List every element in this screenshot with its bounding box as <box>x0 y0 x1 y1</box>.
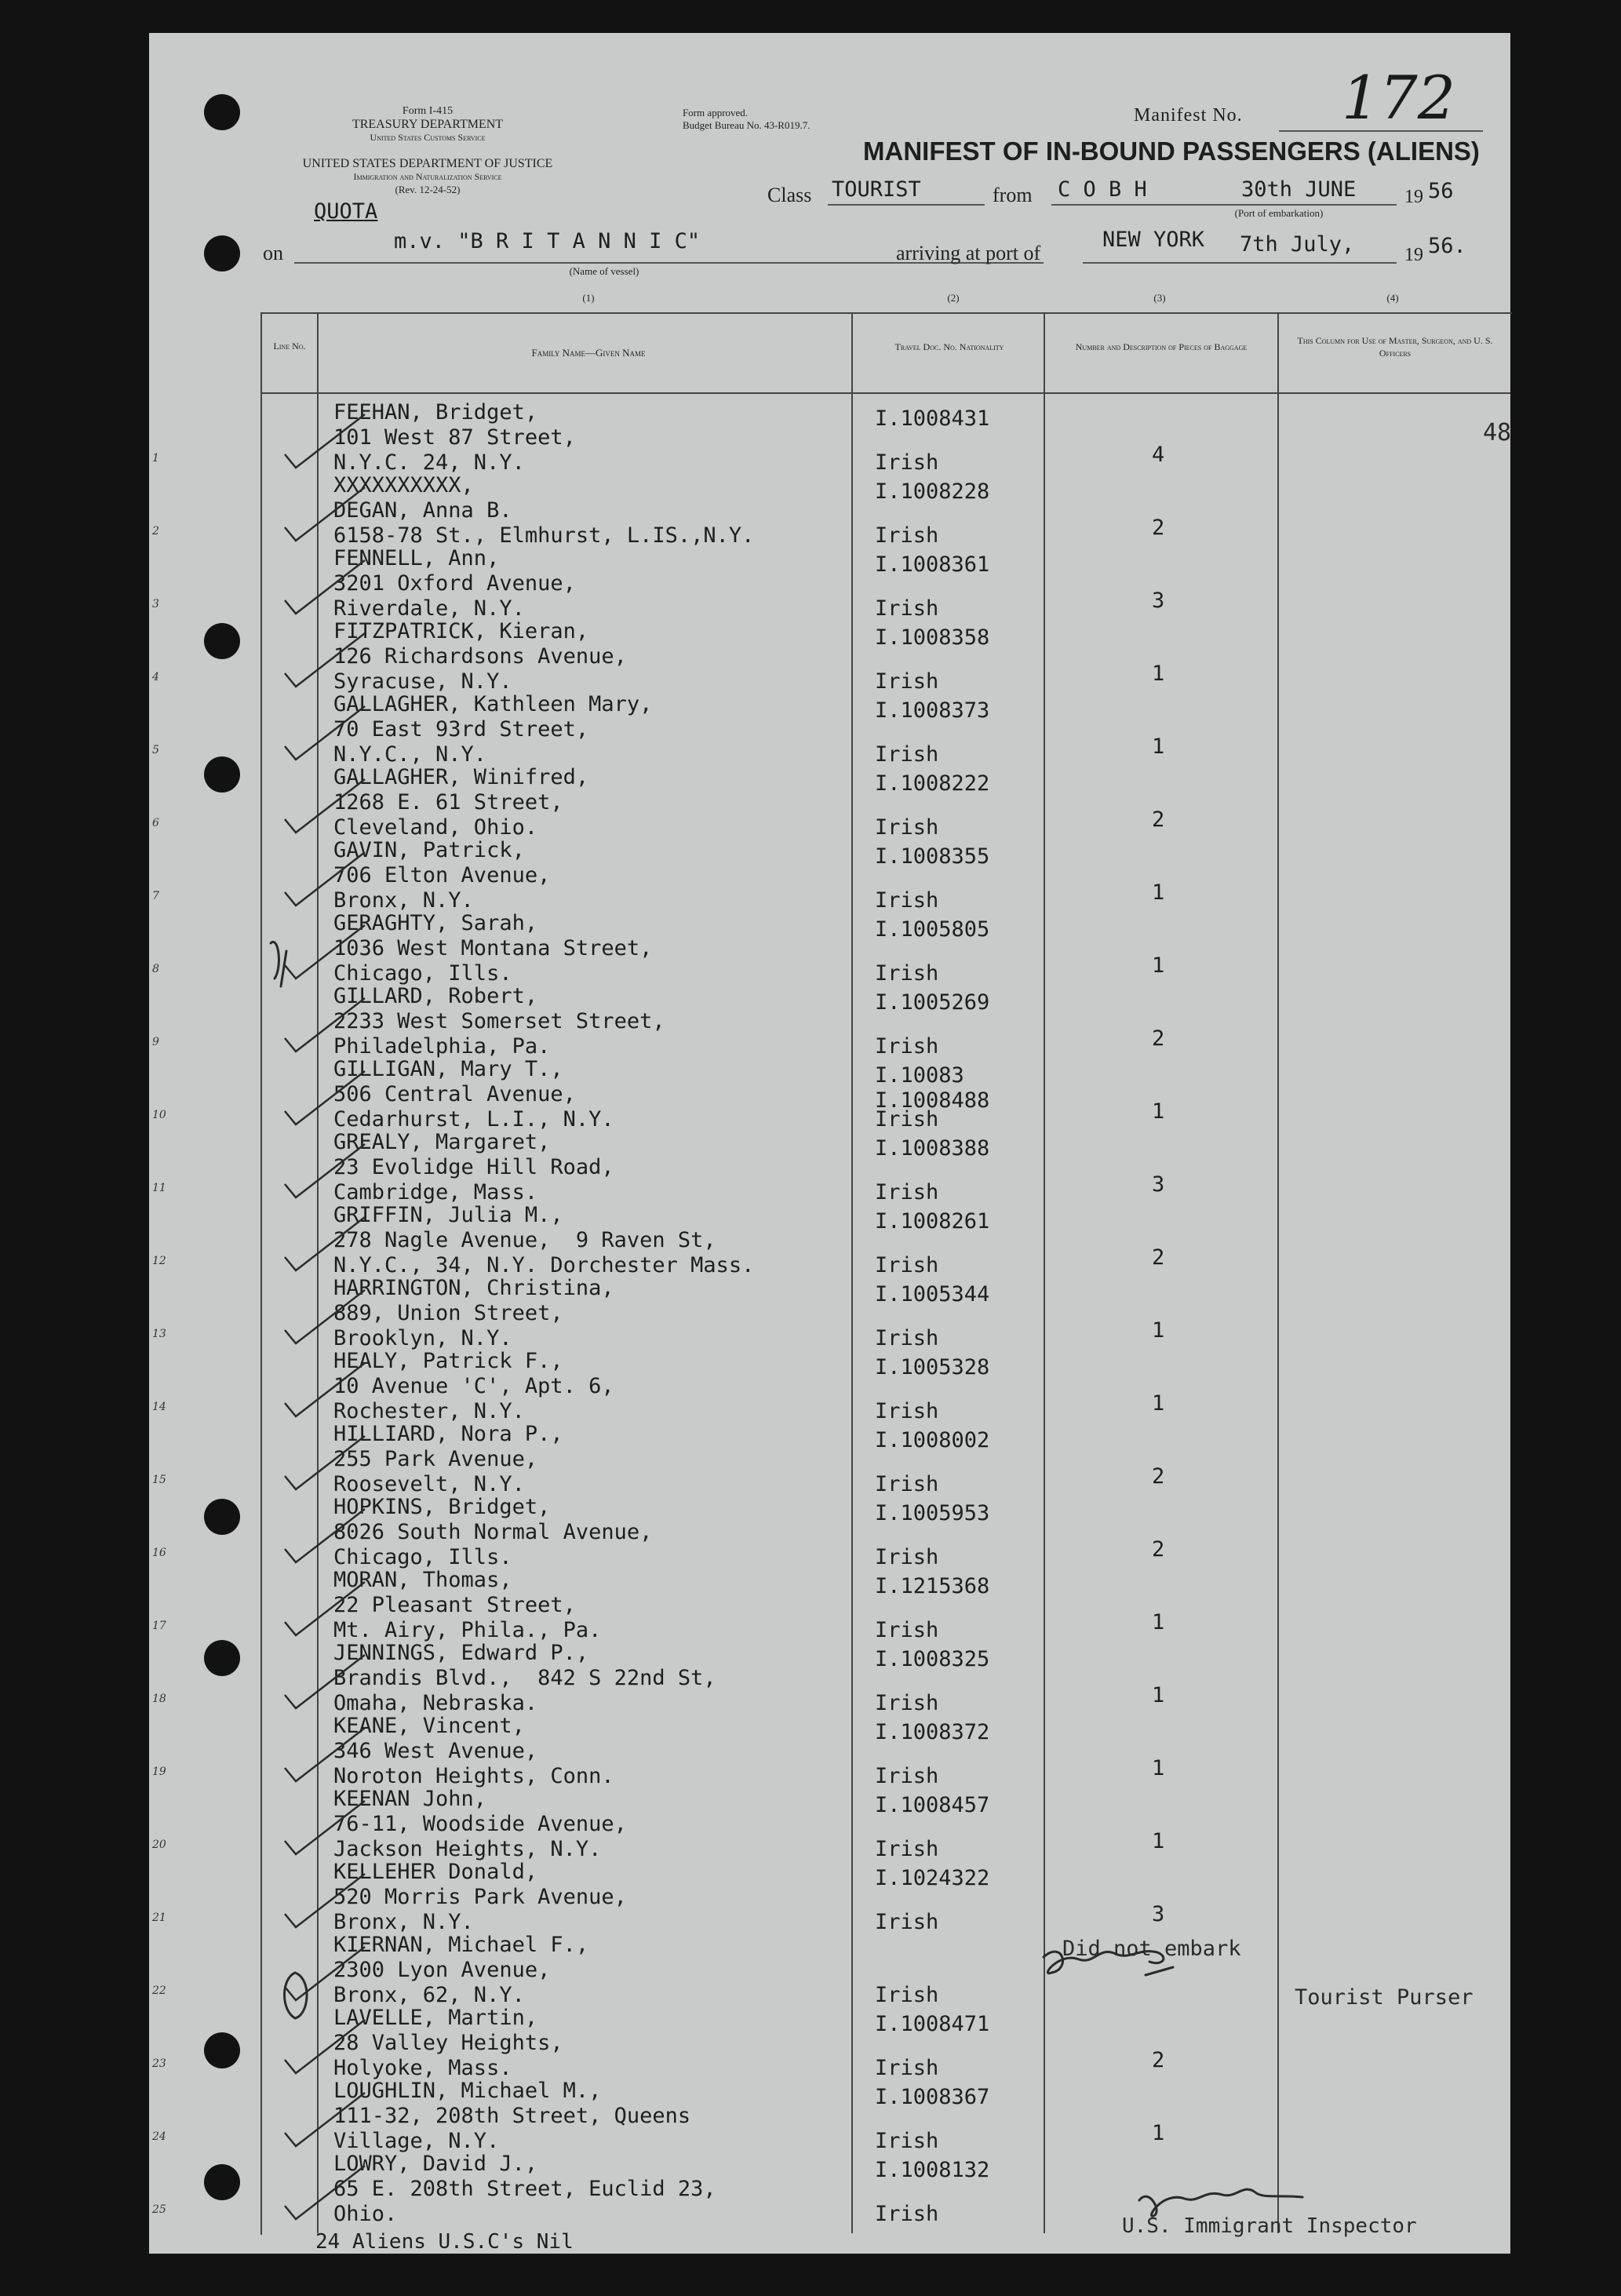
baggage-count: 2 <box>1152 1464 1165 1489</box>
line-number: 21 <box>152 1912 166 1924</box>
inspector-label: U.S. Immigrant Inspector <box>1122 2214 1417 2238</box>
baggage-count: 2 <box>1152 516 1165 540</box>
check-mark-icon <box>279 1652 373 1715</box>
travel-doc-number: I.1008372 <box>875 1720 990 1744</box>
nationality: Irish <box>875 1691 939 1715</box>
arrival-port: NEW YORK <box>1102 228 1205 252</box>
treasury-dept: TREASURY DEPARTMENT <box>352 118 504 131</box>
year-1: 56 <box>1428 179 1454 203</box>
from-label: from <box>993 184 1033 206</box>
punch-hole <box>204 235 240 272</box>
check-mark-icon <box>279 1798 373 1860</box>
check-mark-icon <box>279 1871 373 1933</box>
table-row <box>149 2079 1510 2152</box>
travel-doc-number: I.1024322 <box>875 1866 990 1890</box>
table-row <box>149 1568 1510 1642</box>
table-row <box>149 1276 1510 1350</box>
passenger-name-address: MORAN, Thomas, 22 Pleasant Street, Mt. Airy, Phila., Pa. <box>333 1568 602 1642</box>
check-mark-icon <box>279 484 373 547</box>
passenger-name-address: HEALY, Patrick F., 10 Avenue 'C', Apt. 6, Rochester, N.Y. <box>333 1349 614 1423</box>
nationality: Irish <box>875 596 939 621</box>
travel-doc-number: I.1008228 <box>875 479 990 504</box>
check-mark-icon <box>279 411 373 474</box>
line-number: 18 <box>152 1693 166 1705</box>
table-row <box>149 838 1510 912</box>
port-embarkation-note: (Port of embarkation) <box>1234 207 1324 219</box>
check-mark-icon <box>279 2090 373 2152</box>
arrival-date: 7th July, <box>1240 232 1355 257</box>
table-row <box>149 1130 1510 1204</box>
col-header-doc: Travel Doc. No. Nationality <box>894 341 1004 352</box>
baggage-count: 1 <box>1152 1391 1165 1416</box>
nationality: Irish <box>875 2129 939 2153</box>
nationality: Irish <box>875 961 939 986</box>
baggage-count: 3 <box>1152 1172 1165 1197</box>
baggage-count: 3 <box>1152 589 1165 613</box>
passenger-name-address: KELLEHER Donald, 520 Morris Park Avenue, Bronx, N.Y. <box>333 1860 627 1934</box>
col-num-2: (2) <box>947 292 960 304</box>
did-not-embark-note: Did not embark <box>1062 1937 1241 1961</box>
travel-doc-number: I.1008222 <box>875 771 990 796</box>
nationality: Irish <box>875 1399 939 1423</box>
class-value: TOURIST <box>832 177 921 202</box>
nationality: Irish <box>875 1253 939 1277</box>
check-mark-icon <box>279 630 373 693</box>
baggage-count: 1 <box>1152 880 1165 905</box>
table-row <box>149 765 1510 839</box>
baggage-count: 1 <box>1152 1829 1165 1853</box>
table-row <box>149 911 1510 985</box>
travel-doc-number: I.1005344 <box>875 1282 990 1307</box>
baggage-count: 1 <box>1152 734 1165 759</box>
line-number: 15 <box>152 1474 166 1486</box>
check-mark-icon <box>279 1068 373 1131</box>
travel-doc-number: I.1008388 <box>875 1136 990 1161</box>
table-row <box>149 400 1510 474</box>
year-prefix-1: 19 <box>1404 187 1423 207</box>
vessel-name: m.v. "B R I T A N N I C" <box>394 229 701 253</box>
quota-label: QUOTA <box>314 199 378 224</box>
travel-doc-number: I.1008361 <box>875 552 990 577</box>
passenger-name-address: FITZPATRICK, Kieran, 126 Richardsons Avenue, Syracuse, N.Y. <box>333 619 627 694</box>
nationality: Irish <box>875 742 939 767</box>
col-num-3: (3) <box>1153 292 1166 304</box>
check-mark-icon <box>279 2163 373 2225</box>
check-mark-icon <box>279 1141 373 1204</box>
check-mark-icon <box>279 1287 373 1350</box>
passenger-name-address: GALLAGHER, Winifred, 1268 E. 61 Street, Cleveland, Ohio. <box>333 765 589 840</box>
baggage-count: 1 <box>1152 1099 1165 1124</box>
check-mark-icon <box>279 995 373 1058</box>
check-mark-icon <box>279 1433 373 1496</box>
table-row <box>149 1057 1510 1131</box>
table-row <box>149 1860 1510 1933</box>
col-header-name: Family Name—Given Name <box>531 347 646 359</box>
passenger-name-address: GAVIN, Patrick, 706 Elton Avenue, Bronx, N.Y. <box>333 838 551 913</box>
line-number: 20 <box>152 1839 166 1851</box>
travel-doc-number: I.1005953 <box>875 1501 990 1525</box>
passenger-name-address: XXXXXXXXXX, DEGAN, Anna B. 6158-78 St., Elmhurst, L.IS.,N.Y. <box>333 473 755 548</box>
table-row <box>149 473 1510 547</box>
travel-doc-number: I.1008358 <box>875 625 990 650</box>
line-number: 1 <box>152 452 159 465</box>
form-number: Form I-415 <box>402 105 454 117</box>
nationality: Irish <box>875 888 939 913</box>
passenger-name-address: GALLAGHER, Kathleen Mary, 70 East 93rd Street, N.Y.C., N.Y. <box>333 692 653 767</box>
nationality: Irish <box>875 815 939 840</box>
nationality: Irish <box>875 1764 939 1788</box>
nationality: Irish <box>875 1180 939 1204</box>
nationality: Irish <box>875 669 939 694</box>
passenger-name-address: GILLIGAN, Mary T., 506 Central Avenue, Cedarhurst, L.I., N.Y. <box>333 1057 614 1132</box>
col-header-baggage: Number and Description of Pieces of Baggage <box>1075 341 1248 352</box>
nationality: Irish <box>875 1983 939 2007</box>
table-row <box>149 546 1510 620</box>
line-number: 25 <box>152 2203 166 2216</box>
table-row <box>149 692 1510 766</box>
baggage-count: 3 <box>1152 1902 1165 1926</box>
line-number: 4 <box>152 671 159 683</box>
line-number: 22 <box>152 1984 166 1997</box>
footer-count: 24 Aliens U.S.C's Nil <box>315 2230 574 2254</box>
check-mark-icon <box>279 849 373 912</box>
passenger-name-address: GERAGHTY, Sarah, 1036 West Montana Street, Chicago, Ills. <box>333 911 653 986</box>
table-row <box>149 619 1510 693</box>
passenger-name-address: LAVELLE, Martin, 28 Valley Heights, Holyoke, Mass. <box>333 2006 563 2080</box>
table-row <box>149 1349 1510 1423</box>
check-mark-icon <box>279 1725 373 1788</box>
baggage-count: 2 <box>1152 2048 1165 2072</box>
line-number: 16 <box>152 1547 166 1559</box>
travel-doc-number: I.1008261 <box>875 1209 990 1234</box>
travel-doc-number: I.1008002 <box>875 1428 990 1452</box>
baggage-count: 1 <box>1152 2121 1165 2145</box>
line-number: 19 <box>152 1766 166 1778</box>
passenger-name-address: GREALY, Margaret, 23 Evolidge Hill Road, Cambridge, Mass. <box>333 1130 614 1204</box>
travel-doc-number: I.1005269 <box>875 990 990 1015</box>
nationality: Irish <box>875 523 939 548</box>
class-label: Class <box>767 184 812 206</box>
table-row <box>149 1203 1510 1277</box>
from-date: 30th JUNE <box>1241 177 1357 202</box>
passenger-name-address: LOWRY, David J., 65 E. 208th Street, Euclid 23, Ohio. <box>333 2152 716 2226</box>
nationality: Irish <box>875 1837 939 1861</box>
line-number: 2 <box>152 525 159 538</box>
travel-doc-number: I.1005805 <box>875 917 990 942</box>
immigration-service: Immigration and Naturalization Service <box>353 171 502 182</box>
passenger-name-address: GILLARD, Robert, 2233 West Somerset Street, Philadelphia, Pa. <box>333 984 665 1059</box>
baggage-count: 4 <box>1152 443 1165 467</box>
line-number: 8 <box>152 963 159 975</box>
line-number: 14 <box>152 1401 166 1413</box>
nationality: Irish <box>875 1034 939 1059</box>
line-number: 17 <box>152 1620 166 1632</box>
baggage-count: 2 <box>1152 807 1165 832</box>
check-mark-icon <box>279 703 373 766</box>
passenger-name-address: HILLIARD, Nora P., 255 Park Avenue, Roosevelt, N.Y. <box>333 1422 563 1496</box>
travel-doc-number: I.1008367 <box>875 2085 990 2109</box>
arriving-label: arriving at port of <box>896 242 1041 264</box>
passenger-name-address: LOUGHLIN, Michael M., 111-32, 208th Street, Queens Village, N.Y. <box>333 2079 691 2153</box>
line-number: 7 <box>152 890 159 902</box>
line-number: 9 <box>152 1036 159 1048</box>
col-header-officers: This Column for Use of Master, Surgeon, and U. S. Officers <box>1297 335 1493 359</box>
baggage-count: 1 <box>1152 1610 1165 1635</box>
check-mark-icon <box>279 1360 373 1423</box>
table-row <box>149 1495 1510 1569</box>
passenger-name-address: KIERNAN, Michael F., 2300 Lyon Avenue, Bronx, 62, N.Y. <box>333 1933 589 2007</box>
header-divider <box>260 392 1510 394</box>
form-approved: Form approved. <box>683 107 749 118</box>
table-row <box>149 1641 1510 1715</box>
baggage-count: 2 <box>1152 1537 1165 1562</box>
travel-doc-number: I.1008471 <box>875 2012 990 2036</box>
year-prefix-2: 19 <box>1404 245 1423 265</box>
passenger-name-address: KEENAN John, 76-11, Woodside Avenue, Jackson Heights, N.Y. <box>333 1787 627 1861</box>
nationality: Irish <box>875 1326 939 1350</box>
punch-hole <box>204 94 240 130</box>
travel-doc-number: I.1008325 <box>875 1647 990 1671</box>
nationality: Irish <box>875 1107 939 1132</box>
passenger-name-address: FEEHAN, Bridget, 101 West 87 Street, N.Y.C. 24, N.Y. <box>333 400 576 475</box>
nationality: Irish <box>875 1472 939 1496</box>
nationality: Irish <box>875 450 939 475</box>
line-number: 12 <box>152 1255 166 1267</box>
col-header-line: Line No. <box>273 341 306 352</box>
table-row <box>149 1422 1510 1496</box>
year-2: 56. <box>1428 234 1466 258</box>
class-underline <box>828 204 985 206</box>
side-note: 48 <box>1483 419 1512 446</box>
table-row <box>149 1714 1510 1788</box>
baggage-count: 2 <box>1152 1245 1165 1270</box>
purser-label: Tourist Purser <box>1295 1985 1473 2010</box>
passenger-name-address: HARRINGTON, Christina, 889, Union Street, Brooklyn, N.Y. <box>333 1276 614 1350</box>
baggage-count: 1 <box>1152 1683 1165 1707</box>
manifest-title: MANIFEST OF IN-BOUND PASSENGERS (ALIENS) <box>863 137 1480 166</box>
vessel-note: (Name of vessel) <box>569 265 639 277</box>
check-mark-icon <box>279 1214 373 1277</box>
travel-doc-number: I.1008355 <box>875 844 990 869</box>
from-underline <box>1051 204 1397 206</box>
nationality: Irish <box>875 2056 939 2080</box>
travel-doc-number: I.1008431 <box>875 406 990 431</box>
table-row <box>149 2006 1510 2079</box>
nationality: Irish <box>875 1545 939 1569</box>
col-num-4: (4) <box>1386 292 1399 304</box>
table-row <box>149 1787 1510 1860</box>
nationality: Irish <box>875 2202 939 2226</box>
check-mark-icon <box>279 557 373 620</box>
travel-doc-number: I.1008457 <box>875 1793 990 1817</box>
nationality: Irish <box>875 1618 939 1642</box>
budget-bureau: Budget Bureau No. 43-R019.7. <box>683 119 810 131</box>
manifest-sheet <box>149 33 1510 2254</box>
check-mark-icon <box>279 2017 373 2079</box>
travel-doc-number: I.1005328 <box>875 1355 990 1379</box>
on-label: on <box>263 242 283 264</box>
baggage-count: 2 <box>1152 1026 1165 1051</box>
line-number: 13 <box>152 1328 166 1340</box>
baggage-count: 1 <box>1152 661 1165 686</box>
revision-date: (Rev. 12-24-52) <box>395 184 461 195</box>
baggage-count: 1 <box>1152 1756 1165 1780</box>
line-number: 6 <box>152 817 159 829</box>
passenger-name-address: JENNINGS, Edward P., Brandis Blvd., 842 S 22nd St, Omaha, Nebraska. <box>333 1641 716 1715</box>
travel-doc-number: I.1215368 <box>875 1574 990 1598</box>
manifest-number: 172 <box>1342 63 1456 133</box>
baggage-count: 1 <box>1152 953 1165 978</box>
line-number: 5 <box>152 744 159 756</box>
baggage-count: 1 <box>1152 1318 1165 1343</box>
manifest-no-label: Manifest No. <box>1134 105 1243 126</box>
from-port: C O B H <box>1058 177 1147 202</box>
passenger-name-address: GRIFFIN, Julia M., 278 Nagle Avenue, 9 Raven St, N.Y.C., 34, N.Y. Dorchester Mass. <box>333 1203 755 1277</box>
justice-dept: UNITED STATES DEPARTMENT OF JUSTICE <box>302 157 553 170</box>
passenger-name-address: FENNELL, Ann, 3201 Oxford Avenue, Riverdale, N.Y. <box>333 546 576 621</box>
check-mark-icon <box>279 1579 373 1642</box>
travel-doc-number: I.1008373 <box>875 698 990 723</box>
check-mark-icon <box>279 922 373 985</box>
nationality: Irish <box>875 1910 939 1934</box>
customs-service: United States Customs Service <box>370 132 486 143</box>
line-number: 23 <box>152 2057 166 2070</box>
travel-doc-number: I.10083 I.1008488 <box>875 1063 990 1113</box>
check-mark-icon <box>279 1944 373 2006</box>
table-row <box>149 984 1510 1058</box>
line-number: 11 <box>152 1182 166 1194</box>
line-number: 3 <box>152 598 159 610</box>
arrival-underline <box>1083 262 1397 264</box>
line-number: 10 <box>152 1109 166 1121</box>
check-mark-icon <box>279 776 373 839</box>
passenger-name-address: HOPKINS, Bridget, 8026 South Normal Avenue, Chicago, Ills. <box>333 1495 653 1569</box>
travel-doc-number: I.1008132 <box>875 2158 990 2182</box>
line-number: 24 <box>152 2130 166 2143</box>
passenger-name-address: KEANE, Vincent, 346 West Avenue, Noroton Heights, Conn. <box>333 1714 614 1788</box>
col-num-1: (1) <box>582 292 595 304</box>
check-mark-icon <box>279 1506 373 1569</box>
